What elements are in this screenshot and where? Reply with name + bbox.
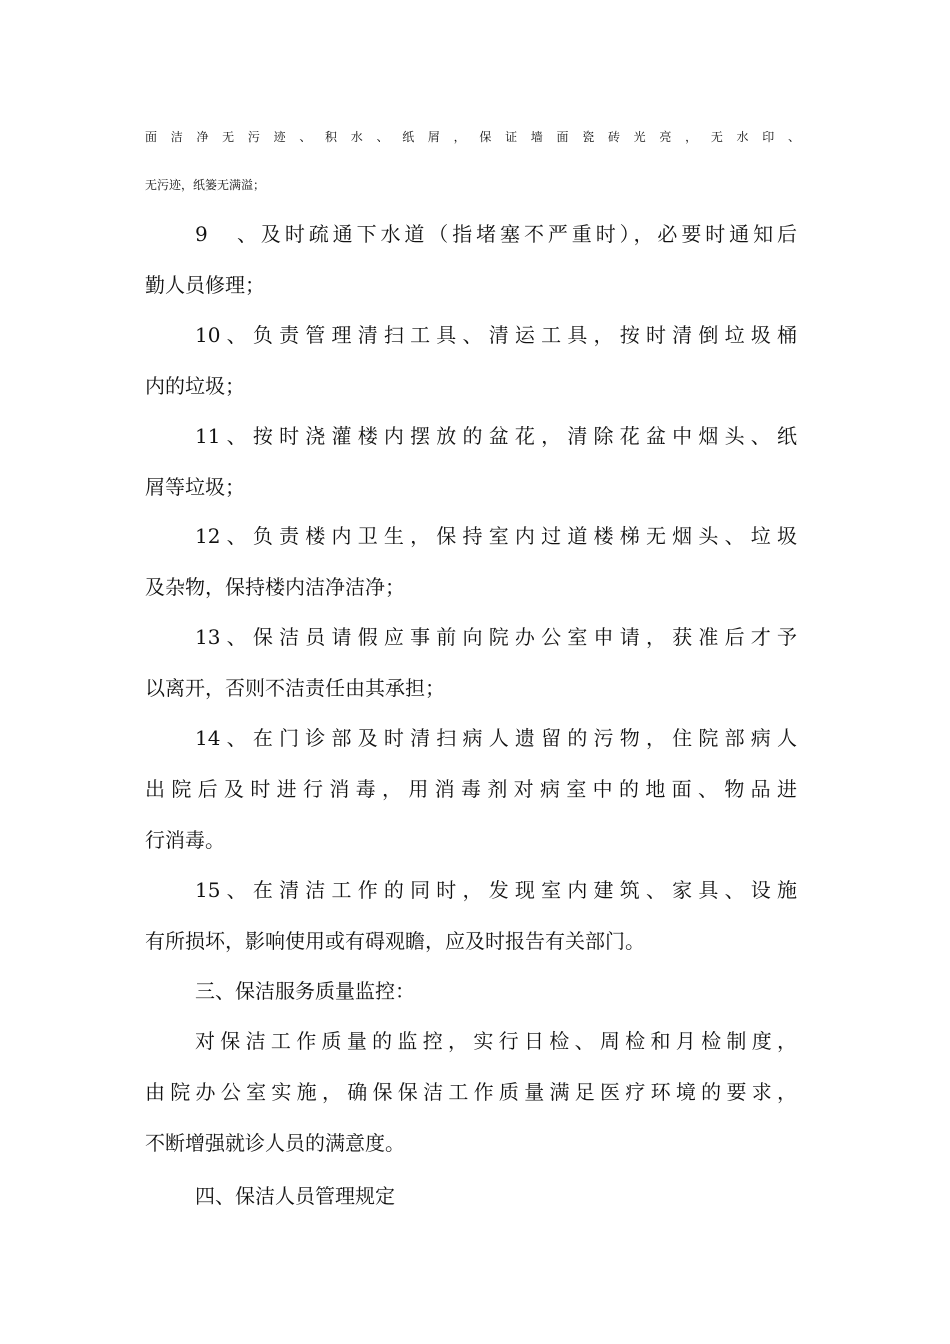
list-item-line: 行消毒。: [145, 828, 225, 852]
list-item-line: 12、负责楼内卫生，保持室内过道楼梯无烟头、垃圾: [195, 524, 797, 548]
list-item-number: 9、: [195, 222, 257, 246]
section-4-heading: [145, 1171, 797, 1222]
section-3-body: [145, 1016, 797, 1169]
list-item-14: [145, 713, 797, 866]
paragraph-line: 由院办公室实施，确保保洁工作质量满足医疗环境的要求，: [145, 1080, 797, 1104]
list-item-line: 屑等垃圾；: [145, 475, 245, 499]
list-item-12: [145, 511, 797, 613]
list-item-9: [145, 209, 797, 311]
list-item-line: 15、在清洁工作的同时，发现室内建筑、家具、设施: [195, 878, 797, 902]
list-item-13: [145, 612, 797, 714]
list-item-line: 13、保洁员请假应事前向院办公室申请，获准后才予: [195, 625, 797, 649]
list-item-10: [145, 310, 797, 412]
list-item-text: 及时疏通下水道（指堵塞不严重时），必要时通知后: [257, 222, 797, 246]
section-heading: 三、保洁服务质量监控：: [195, 979, 415, 1003]
list-item-line: 14、在门诊部及时清扫病人遗留的污物，住院部病人: [195, 726, 797, 750]
list-item-line: 11、按时浇灌楼内摆放的盆花，清除花盆中烟头、纸: [195, 424, 797, 448]
fragment-line-2: 无污迹，纸篓无满溢；: [145, 178, 266, 192]
list-item-15: [145, 865, 797, 967]
list-item-line: [145, 209, 797, 260]
section-3-heading: [145, 966, 797, 1017]
list-item-line: 勤人员修理；: [145, 273, 265, 297]
list-item-line: 以离开，否则不洁责任由其承担；: [145, 676, 445, 700]
fragment-line-1: 面洁净无污迹、积水、纸屑，保证墙面瓷砖光亮，无水印、: [145, 130, 800, 144]
list-item-line: 及杂物，保持楼内洁净洁净；: [145, 575, 405, 599]
list-item-line: 10、负责管理清扫工具、清运工具，按时清倒垃圾桶: [195, 323, 797, 347]
section-heading: 四、保洁人员管理规定: [195, 1184, 395, 1208]
list-item-11: [145, 411, 797, 513]
list-item-line: 内的垃圾；: [145, 374, 245, 398]
list-item-line: 有所损坏，影响使用或有碍观瞻，应及时报告有关部门。: [145, 929, 645, 953]
paragraph-line: 不断增强就诊人员的满意度。: [145, 1131, 405, 1155]
paragraph-line: 对保洁工作质量的监控，实行日检、周检和月检制度，: [195, 1029, 797, 1053]
list-item-line: 出院后及时进行消毒，用消毒剂对病室中的地面、物品进: [145, 777, 797, 801]
